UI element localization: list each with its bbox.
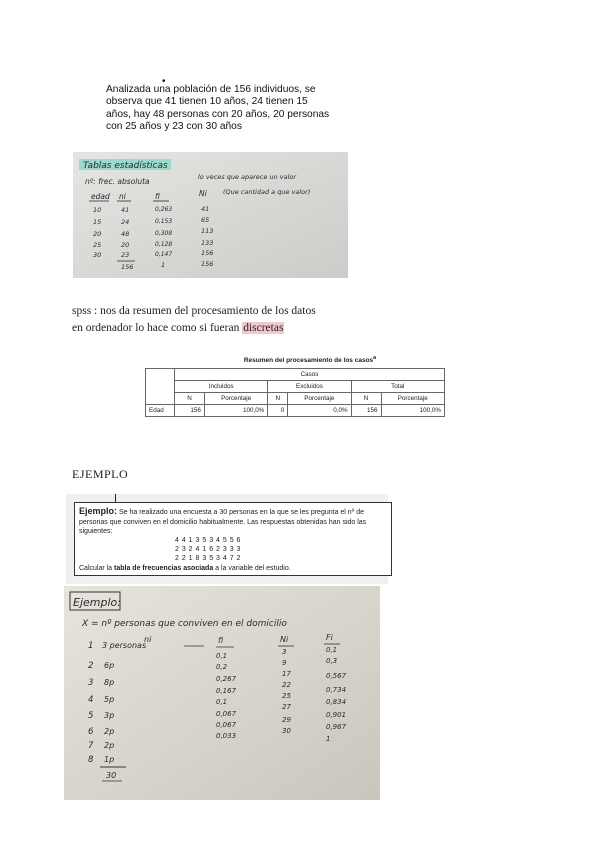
hw2-header: Fi [326,633,333,642]
hw2-value: 2 [88,661,94,671]
hw2-fi: 0,2 [216,663,228,671]
hw1-header: Ni [199,189,207,198]
hw1-cell: 0,153 [155,218,173,225]
highlighted-word: discretas [243,322,284,334]
hw2-header: Ni [280,635,289,644]
spss-row-label: Edad [146,405,175,417]
intro-line: años, hay 48 personas con 20 años, 20 personas [106,108,330,120]
hw2-fi: 0,067 [216,721,237,729]
cursor-mark [115,494,116,502]
hw2-Fi: 0,734 [326,686,347,694]
hw2-freq: 2p [104,727,115,736]
spss-cell: 156 [351,405,381,417]
hw2-value: 3 [88,678,94,688]
hw2-fi: 0,1 [216,652,228,660]
hw2-fi: 0,067 [216,710,237,718]
hw1-cell: 41 [201,205,210,213]
hw1-subtitle: nº: frec. absoluta [85,177,150,186]
hw1-title: Tablas estadísticas [83,161,168,171]
hw1-cell: 20 [121,241,130,249]
hw2-total: 30 [106,771,117,780]
spss-col-header: N [351,393,381,405]
hw1-cell: 24 [121,218,130,226]
hw2-fi: 0,1 [216,698,228,706]
spss-cell: 156 [175,405,205,417]
spss-group-header: Casos [175,369,445,381]
spss-cell: 0 [268,405,288,417]
hw2-title: Ejemplo: [73,596,121,609]
hw1-note2: (Que cantidad a que valor) [223,188,311,196]
hw1-cell: 23 [121,251,130,259]
spss-col-header: Porcentaje [288,393,351,405]
hw2-Fi: 0,3 [326,657,338,665]
hw1-cell: 133 [201,239,214,247]
hw2-fi: 0,267 [216,675,237,683]
hw1-cell: 10 [93,206,102,214]
hw2-value: 7 [88,741,94,751]
hw1-header: ni [119,192,126,201]
spss-cell: 100,0% [381,405,444,417]
hw2-freq: 1p [104,755,115,764]
instruction-bold: tabla de frecuencias asociada [114,565,214,572]
handwritten-notes-photo-2 [64,586,380,800]
hw2-freq: 3 personas [102,641,147,650]
hw1-cell: 0,308 [155,230,173,237]
example-text: Se ha realizado una encuesta a 30 personas en la que se les pregunta el nº de [118,509,364,516]
example-text: personas que conviven en el domicilio habitualmente. Las respuestas obtenidas han sido las [79,519,367,526]
spss-summary-table [145,368,445,417]
example-statement-box [74,502,392,576]
hw2-Fi: 0,901 [326,711,347,719]
hw2-Fi: 0,1 [326,646,338,654]
intro-line: observa que 41 tienen 10 años, 24 tienen 15 [106,96,308,108]
handwritten-notes-photo-1 [73,152,348,278]
hw2-value: 1 [88,641,94,651]
spss-col-header: N [268,393,288,405]
spss-title-mark: a [373,355,377,361]
hw1-header: fi [155,192,160,201]
hw2-fi: 0,167 [216,687,237,695]
example-text: siguientes: [79,528,113,535]
hw1-note: lo veces que aparece un valor [198,173,297,181]
hw1-cell: 48 [121,230,130,238]
hw2-value: 4 [88,695,94,705]
hw2-Fi: 0,567 [326,672,347,680]
hw1-cell: 0,263 [155,206,173,213]
hw2-freq: 3p [104,711,115,720]
intro-line: Analizada una población de 156 individuos, se [106,84,316,95]
spss-cell: 0,0% [288,405,351,417]
ejemplo-heading: EJEMPLO [72,467,129,481]
example-data-row: 2 3 2 4 1 6 2 3 3 3 [175,546,241,553]
hw1-cell: 0,128 [155,241,173,248]
hw2-value: 6 [88,727,94,737]
example-label: Ejemplo: [79,506,118,516]
spss-note-line1: spss : nos da resumen del procesamiento de los datos [72,305,316,317]
spss-col-header: N [175,393,205,405]
spss-subgroup: Total [351,381,444,393]
hw2-Ni: 3 [282,648,287,656]
spss-title-text: Resumen del procesamiento de los casos [243,357,374,365]
hw1-total: 156 [201,260,214,268]
hw2-freq: 8p [104,678,115,687]
spss-note-line2 [72,322,284,334]
hw2-Ni: 22 [282,681,291,689]
hw2-header: fi [218,636,224,645]
hw2-value: 8 [88,755,94,765]
hw1-total: 1 [161,261,166,269]
hw2-Fi: 0,834 [326,698,347,706]
intro-line: con 25 años y 23 con 30 años [106,121,242,133]
spss-subgroup: Incluidos [175,381,268,393]
spss-table-title [160,355,460,364]
hw1-cell: 65 [201,216,210,224]
hw2-subtitle: X = nº personas que conviven en el domicilio [82,619,287,629]
spss-note-text: en ordenador lo hace como si fueran [72,322,243,334]
hw2-header: ni [144,635,152,644]
hw1-cell: 41 [121,206,130,214]
example-data-row: 4 4 1 3 5 3 4 5 5 6 [175,537,241,544]
spss-cell: 100,0% [204,405,267,417]
hw1-cell: 156 [201,249,214,257]
hw1-cell: 15 [93,218,102,226]
hw1-cell: 0,147 [155,251,173,258]
spss-col-header: Porcentaje [204,393,267,405]
hw1-header: edad [91,192,110,201]
hw1-cell: 30 [93,251,102,259]
hw2-fi: 0,033 [216,732,237,740]
hw1-total: 156 [121,263,134,271]
stray-dot: • [162,76,166,87]
hw2-Fi: 0,967 [326,723,347,731]
hw2-value: 5 [88,711,94,721]
hw1-cell: 25 [93,241,102,249]
hw2-Ni: 17 [282,670,291,678]
hw2-freq: 6p [104,661,115,670]
hw2-Ni: 29 [282,716,291,724]
example-data-row: 2 2 1 8 3 5 3 4 7 2 [175,555,241,562]
intro-paragraph [106,84,356,134]
hw2-Fi: 1 [326,735,331,743]
hw1-cell: 113 [201,227,214,235]
example-instruction [75,563,391,574]
hw2-freq: 2p [104,741,115,750]
hw2-freq: 5p [104,695,115,704]
spss-subgroup: Excluidos [268,381,351,393]
hw2-Ni: 27 [282,703,291,711]
hw2-Ni: 30 [282,727,291,735]
hw1-cell: 20 [93,230,102,238]
hw2-Ni: 9 [282,659,287,667]
instruction-text: Calcular la [79,565,115,572]
spss-col-header: Porcentaje [381,393,444,405]
spss-corner-cell [146,369,175,405]
hw2-Ni: 25 [282,692,291,700]
instruction-text: a la variable del estudio. [213,565,291,572]
